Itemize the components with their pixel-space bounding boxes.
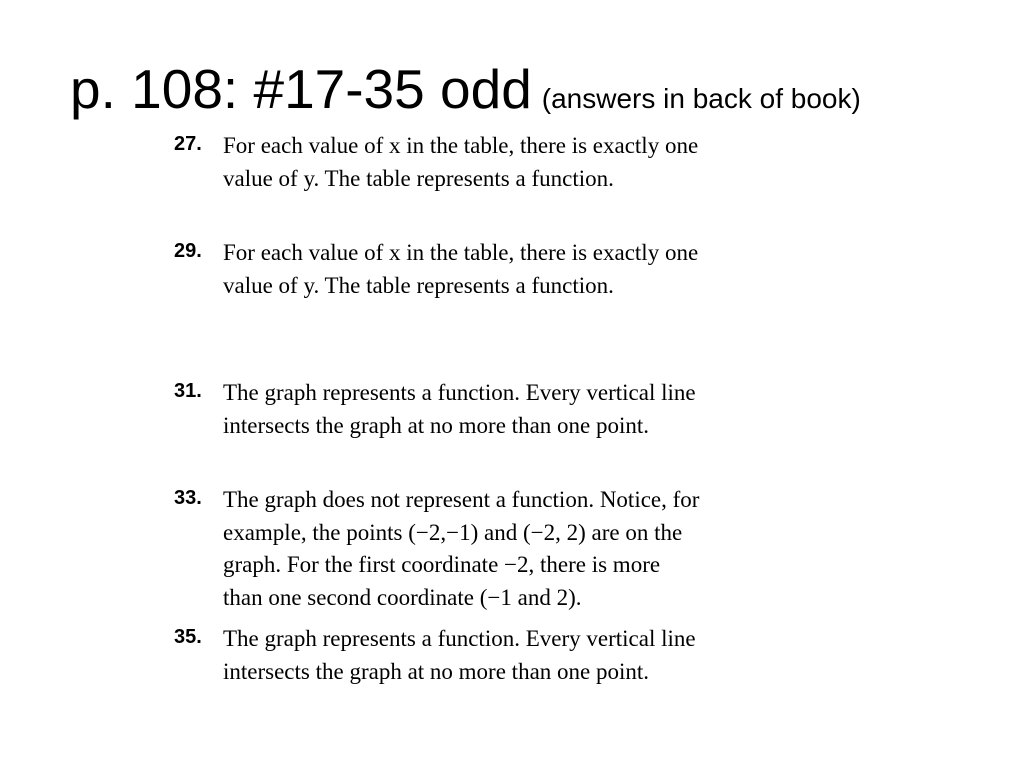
answer-line: For each value of x in the table, there is exactly one <box>223 133 699 158</box>
answer-number: 35. <box>174 626 202 648</box>
answer-number: 27. <box>174 133 202 155</box>
answer-text <box>223 237 813 302</box>
title-main: p. 108: #17-35 odd <box>70 58 532 120</box>
answer-text <box>223 484 813 614</box>
answer-text <box>223 377 813 442</box>
answer-number: 33. <box>174 487 202 509</box>
answer-text <box>223 623 813 688</box>
title-subtitle: (answers in back of book) <box>541 83 861 114</box>
answer-line: For each value of x in the table, there is exactly one <box>223 240 699 265</box>
answer-line: than one second coordinate (−1 and 2). <box>223 584 582 610</box>
answer-line: The graph represents a function. Every vertical line <box>223 380 696 405</box>
answer-line: intersects the graph at no more than one point. <box>223 412 650 438</box>
answer-number: 31. <box>174 380 202 402</box>
answer-line: graph. For the first coordinate −2, there is more <box>223 552 661 577</box>
answer-line: intersects the graph at no more than one point. <box>223 658 650 684</box>
answer-line: example, the points (−2,−1) and (−2, 2) are on the <box>223 519 683 545</box>
answer-line: The graph represents a function. Every vertical line <box>223 626 696 651</box>
answer-line: value of y. The table represents a function. <box>223 165 614 191</box>
answer-line: value of y. The table represents a function. <box>223 272 614 298</box>
answer-number: 29. <box>174 240 202 262</box>
slide-title <box>70 58 861 120</box>
answer-text <box>223 130 813 195</box>
answer-line: The graph does not represent a function. Notice, for <box>223 487 700 512</box>
